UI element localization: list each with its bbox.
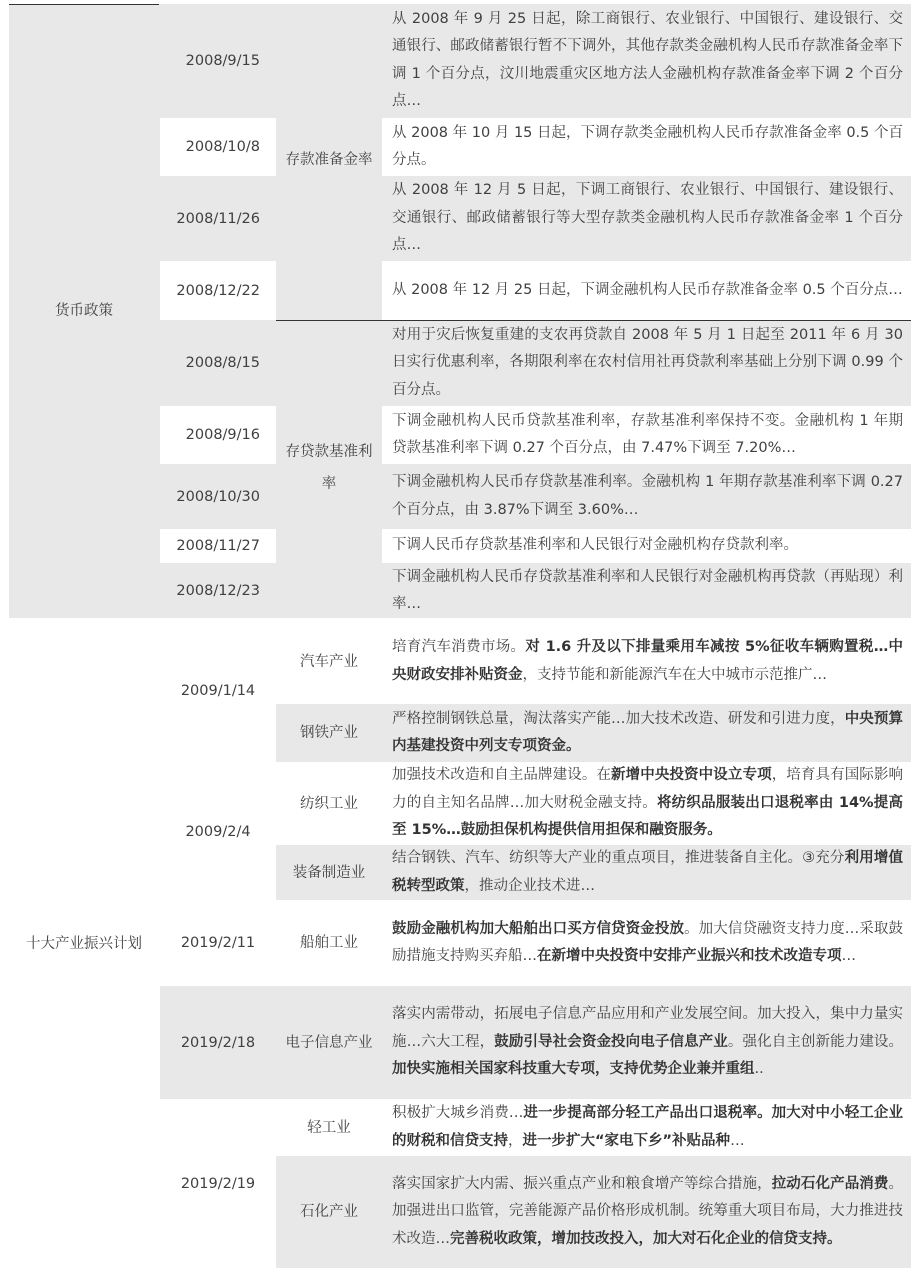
- date-cell: [160, 261, 276, 320]
- text-segment: …: [730, 1132, 745, 1149]
- content-cell: [382, 261, 911, 320]
- date-cell-text: 2008/12/23: [176, 583, 260, 599]
- industry-label: [276, 763, 382, 844]
- industry-label: [276, 704, 382, 762]
- date-cell-text: 2009/2/4: [185, 823, 251, 840]
- date-cell: [160, 620, 276, 762]
- industry-label-text: 电子信息产业: [285, 1034, 373, 1051]
- date-cell: [160, 901, 276, 985]
- category-label: [276, 426, 382, 510]
- content-text: [392, 706, 903, 761]
- content-text: [392, 845, 903, 900]
- content-text: [392, 1171, 903, 1254]
- date-cell: [160, 321, 276, 405]
- text-segment: 从 2008 年 12 月 25 日起，下调金融机构人民币存款准备金率 0.5 个百分点…: [392, 281, 903, 298]
- industry-label-text: 钢铁产业: [300, 725, 358, 741]
- content-cell: [382, 1100, 911, 1155]
- content-cell: [382, 901, 911, 985]
- date-cell-text: 2008/11/27: [176, 538, 260, 554]
- text-segment: 对用于灾后恢复重建的支农再贷款自 2008 年 5 月 1 日起至 2011 年 6 月 30 日实行优惠利率，各期限利率在农村信用社再贷款利率基础上分别下调 0.99 个百分点。: [392, 326, 903, 398]
- bold-text-segment: 中央预算内基建投资中列支专项资金。: [392, 710, 904, 754]
- industry-label-text: 石化产业: [300, 1204, 358, 1220]
- content-text: [392, 564, 903, 619]
- text-segment: 下调金融机构人民币存贷款基准利率。金融机构 1 年期存款基准利率下调 0.27 个百分点，由 3.87%下调至 3.60%…: [392, 474, 903, 518]
- text-segment: 下调金融机构人民币存贷款基准利率和人民银行对金融机构再贷款（再贴现）利率…: [392, 568, 903, 612]
- top-rule: [9, 4, 159, 5]
- text-segment: 落实内需带动，拓展电子信息产品应用和产业发展空间。加大投入，集中力量实施…六大工程，: [392, 1006, 903, 1050]
- text-segment: 加强技术改造和自主品牌建设。在: [392, 767, 612, 784]
- content-text: [392, 322, 903, 405]
- content-cell: [382, 620, 911, 703]
- industry-label: [276, 620, 382, 703]
- content-cell: [382, 177, 911, 260]
- text-segment: 落实国家扩大内需、振兴重点产业和粮食增产等综合措施，: [392, 1175, 772, 1192]
- content-text: [392, 277, 903, 305]
- bold-text-segment: 利用增值税转型政策: [392, 850, 904, 894]
- industry-label-text: 装备制造业: [292, 864, 366, 881]
- content-cell: [382, 986, 911, 1099]
- date-cell-text: 2019/2/18: [180, 1034, 256, 1051]
- date-cell-text: 2008/10/8: [185, 139, 260, 155]
- industry-label: [276, 986, 382, 1099]
- bold-text-segment: 对 1.6 升及以下排量乘用车减按 5%征收车辆购置税…中央财政安排补贴资金: [392, 639, 904, 683]
- industry-label: [276, 1100, 382, 1155]
- date-cell-text: 2008/11/26: [176, 210, 260, 227]
- content-text: [392, 1100, 903, 1155]
- industry-label-text: 船舶工业: [300, 935, 358, 951]
- industry-label: [276, 1156, 382, 1268]
- content-cell: [382, 1156, 911, 1268]
- date-cell-text: 2019/2/19: [180, 1176, 256, 1192]
- text-segment: ，: [508, 1132, 523, 1149]
- content-text: [392, 408, 903, 463]
- industry-label-text: 纺织工业: [300, 795, 358, 812]
- section-title-text: 货币政策: [55, 303, 113, 319]
- industry-label: [276, 845, 382, 900]
- bold-text-segment: 将纺织品服装出口退税率由 14%提高至 15%…鼓励担保机构提供信用担保和融资服务。: [392, 794, 903, 839]
- section-title-text: 十大产业振兴计划: [26, 936, 142, 952]
- category-label-text: 存贷款基准利率: [285, 444, 373, 492]
- text-segment: 严格控制钢铁总量，淘汰落实产能…加大技术改造、研发和引进力度，: [392, 710, 845, 727]
- section-title: [9, 620, 159, 1268]
- group-divider: [276, 320, 911, 321]
- text-segment: ，支持节能和新能源汽车在大中城市示范推广…: [522, 666, 827, 683]
- content-text: [392, 762, 903, 845]
- content-cell: [382, 704, 911, 762]
- text-segment: 从 2008 年 12 月 5 日起，下调工商银行、农业银行、中国银行、建设银行、交通银行、邮政储蓄银行等大型存款类金融机构人民币存款准备金率 1 个百分点…: [392, 182, 903, 254]
- date-cell-text: 2008/10/30: [176, 488, 260, 505]
- date-cell: [160, 118, 276, 176]
- bold-text-segment: 进一步扩大“家电下乡”补贴品种: [522, 1132, 731, 1149]
- content-text: [392, 532, 903, 560]
- bold-text-segment: 鼓励金融机构加大船舶出口买方信贷资金投放: [392, 920, 685, 937]
- bold-text-segment: 进一步提高部分轻工产品出口退税率。加大对中小轻工企业的财税和信贷支持: [392, 1105, 904, 1149]
- content-cell: [382, 564, 911, 618]
- section-title: [9, 4, 159, 618]
- text-segment: 。加大信贷融资支持力度…采取鼓励措施支持购买弃船…: [392, 920, 904, 964]
- text-segment: 从 2008 年 9 月 25 日起，除工商银行、农业银行、中国银行、建设银行、交通银行、邮政储蓄银行暂不下调外，其他存款类金融机构人民币存款准备金率下调 1 个百分点，汶川地震重灾区地方法人金融机构存款准备金率下调 2 个百分点…: [392, 10, 903, 109]
- content-cell: [382, 118, 911, 176]
- bold-text-segment: 新增中央投资中设立专项: [611, 767, 772, 784]
- content-text: [392, 6, 903, 116]
- text-segment: 下调金融机构人民币贷款基准利率，存款基准利率保持不变。金融机构 1 年期贷款基准利率下调 0.27 个百分点，由 7.47%下调至 7.20%…: [392, 412, 903, 456]
- date-cell: [160, 529, 276, 563]
- bold-text-segment: 拉动石化产品消费: [771, 1175, 889, 1192]
- text-segment: 积极扩大城乡消费…: [392, 1105, 524, 1121]
- industry-label: [276, 901, 382, 985]
- content-cell: [382, 4, 911, 117]
- date-cell-text: 2008/8/15: [185, 355, 260, 371]
- text-segment: 。强化自主创新能力建设。: [727, 1033, 904, 1050]
- text-segment: 从 2008 年 10 月 15 日起，下调存款类金融机构人民币存款准备金率 0.5 个百分点。: [392, 124, 903, 168]
- content-text: [392, 469, 903, 524]
- bold-text-segment: 完善税收政策，增加技改投入，加大对石化企业的信贷支持。: [450, 1230, 842, 1247]
- date-cell: [160, 177, 276, 260]
- content-text: [392, 1001, 903, 1084]
- content-text: [392, 634, 903, 689]
- bold-text-segment: 在新增中央投资中安排产业振兴和技术改造专项: [537, 948, 842, 964]
- text-segment: 。加强进出口监管，完善能源产品价格形成机制。统筹重大项目布局，大力推进技术改造…: [392, 1175, 904, 1247]
- date-cell-text: 2008/12/22: [176, 282, 260, 299]
- date-cell-text: 2019/2/11: [180, 935, 256, 951]
- category-label: [276, 118, 382, 202]
- date-cell: [160, 986, 276, 1099]
- content-text: [392, 916, 903, 971]
- text-segment: 培育汽车消费市场。: [392, 639, 526, 655]
- date-cell: [160, 465, 276, 528]
- text-segment: 下调人民币存贷款基准利率和人民银行对金融机构存贷款利率。: [392, 537, 798, 554]
- content-cell: [382, 465, 911, 528]
- text-segment: 结合钢铁、汽车、纺织等大产业的重点项目，推进装备自主化。③充分: [392, 850, 845, 866]
- text-segment: …: [841, 948, 856, 964]
- content-cell: [382, 321, 911, 405]
- date-cell: [160, 1100, 276, 1268]
- content-cell: [382, 845, 911, 900]
- content-cell: [382, 406, 911, 464]
- date-cell-text: 2008/9/15: [185, 52, 260, 69]
- date-cell: [160, 406, 276, 464]
- text-segment: ，培育具有国际影响力的自主知名品牌…加大财税金融支持。: [392, 767, 904, 811]
- content-cell: [382, 763, 911, 844]
- date-cell: [160, 564, 276, 618]
- bold-text-segment: 加快实施相关国家科技重大专项，支持优势企业兼并重组: [392, 1061, 755, 1078]
- text-segment: ..: [754, 1061, 764, 1078]
- date-cell: [160, 763, 276, 900]
- industry-label-text: 轻工业: [307, 1119, 351, 1136]
- bold-text-segment: 鼓励引导社会资金投向电子信息产业: [494, 1033, 728, 1050]
- content-text: [392, 177, 903, 260]
- content-text: [392, 120, 903, 175]
- date-cell: [160, 4, 276, 117]
- date-cell-text: 2009/1/14: [180, 683, 256, 699]
- date-cell-text: 2008/9/16: [185, 427, 260, 443]
- industry-label-text: 汽车产业: [300, 653, 358, 670]
- content-cell: [382, 529, 911, 563]
- text-segment: ，推动企业技术进…: [464, 877, 595, 894]
- category-label-text: 存款准备金率: [285, 152, 373, 168]
